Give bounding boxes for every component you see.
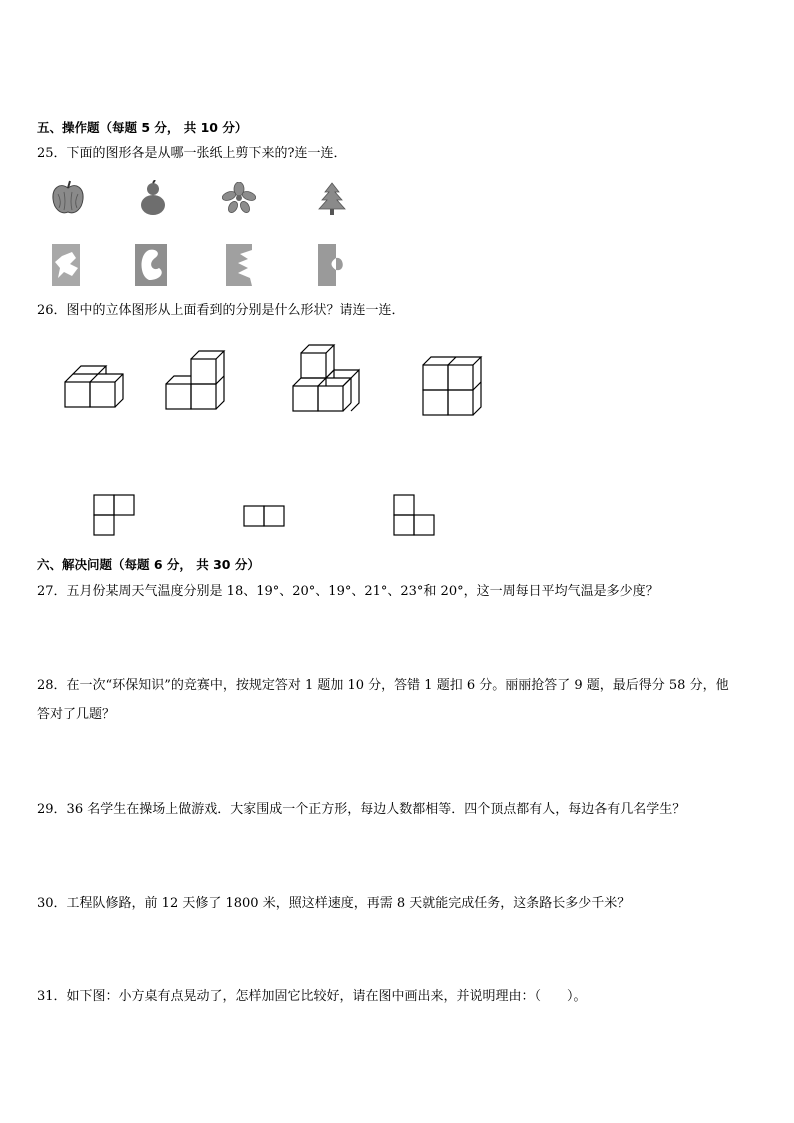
gourd-icon <box>138 180 168 216</box>
top-view-l-shape-2 <box>393 494 437 538</box>
tree-icon <box>317 182 347 216</box>
question-29: 29．36 名学生在操场上做游戏．大家围成一个正方形，每边人数都相等．四个顶点都有人，每边各有几名学生？ <box>37 802 686 817</box>
solid-figure-1 <box>62 362 128 410</box>
apple-icon <box>50 180 86 216</box>
solid-figure-2 <box>163 348 229 412</box>
paper-with-leaf-hole-icon <box>52 244 80 286</box>
solid-figure-3 <box>290 342 364 414</box>
top-view-two-squares <box>243 505 287 527</box>
question-30: 30．工程队修路，前 12 天修了 1800 米，照这样速度，再需 8 天就能完成任务，这条路长多少千米？ <box>37 896 631 911</box>
paper-with-crescent-hole-icon <box>135 244 167 286</box>
section-five-heading: 五、操作题（每题 5 分， 共 10 分） <box>37 120 248 135</box>
question-27: 27．五月份某周天气温度分别是 18、19°、20°、19°、21°、23°和 20°，这一周每日平均气温是多少度？ <box>37 584 659 599</box>
paper-with-round-cut-icon <box>318 244 344 286</box>
question-26: 26．图中的立体图形从上面看到的分别是什么形状？请连一连． <box>37 303 405 318</box>
question-25: 25．下面的图形各是从哪一张纸上剪下来的?连一连． <box>37 146 347 161</box>
top-view-l-shape-1 <box>93 494 137 538</box>
paper-with-zigzag-cut-icon <box>226 244 252 286</box>
question-28-line-2: 答对了几题？ <box>37 707 116 722</box>
flower-icon <box>222 182 256 214</box>
question-31: 31．如下图：小方桌有点晃动了，怎样加固它比较好，请在图中画出来，并说明理由：（ ）。 <box>37 989 587 1004</box>
question-28-line-1: 28．在一次“环保知识”的竞赛中，按规定答对 1 题加 10 分，答错 1 题扣 6 分。丽丽抢答了 9 题，最后得分 58 分，他 <box>37 678 729 693</box>
solid-figure-4 <box>420 354 484 420</box>
section-six-heading: 六、解决问题（每题 6 分， 共 30 分） <box>37 557 260 572</box>
